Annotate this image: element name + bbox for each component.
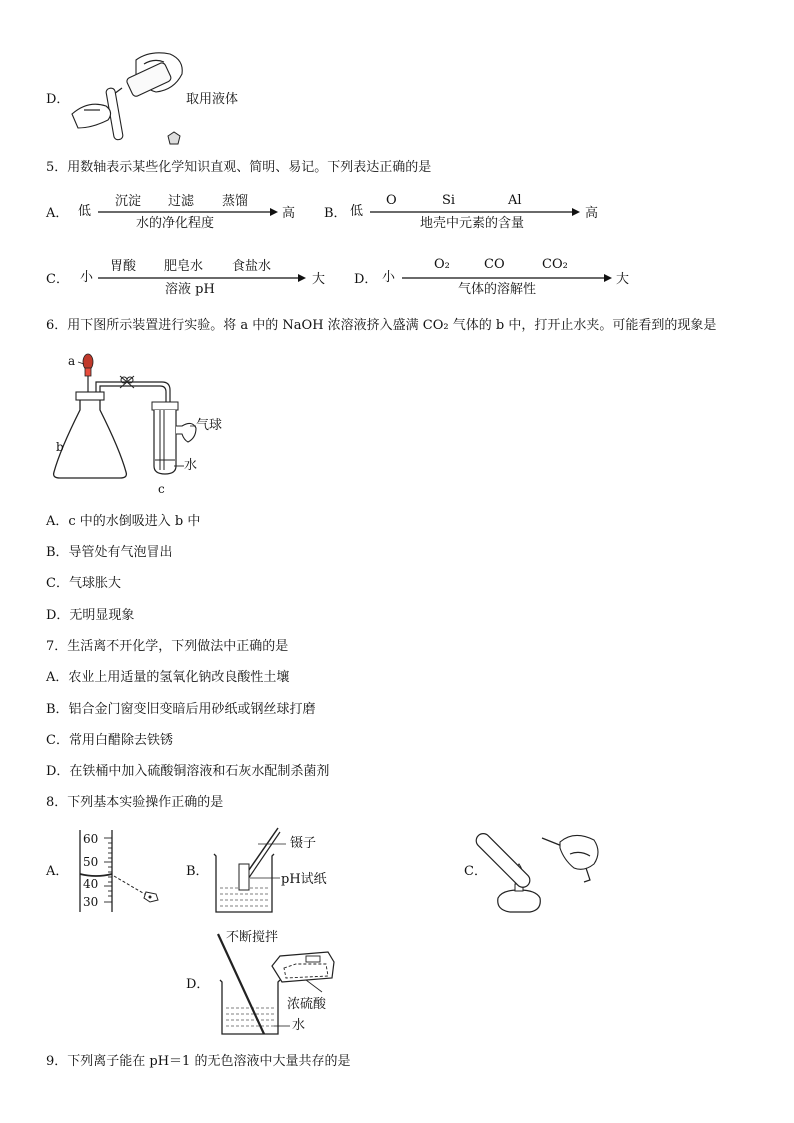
q7-option-b: B．铝合金门窗变旧变暗后用砂纸或钢丝球打磨 xyxy=(46,702,316,717)
q6-option-a: A．c 中的水倒吸进入 b 中 xyxy=(46,514,201,529)
q8-a-letter: A． xyxy=(46,864,69,879)
q8-a-tick-50: 50 xyxy=(83,855,99,869)
q5-b-letter: B． xyxy=(324,206,347,221)
q5-stem: 5．用数轴表示某些化学知识直观、简明、易记。下列表达正确的是 xyxy=(46,160,432,175)
q6-label-a: a xyxy=(68,354,76,368)
q8-a-tick-30: 30 xyxy=(83,895,99,909)
q8-stem: 8．下列基本实验操作正确的是 xyxy=(46,795,224,810)
q5-a-item-1: 沉淀 xyxy=(115,194,142,209)
q6-stem: 6．用下图所示装置进行实验。将 a 中的 NaOH 浓溶液挤入盛满 CO₂ 气体的 b 中，打开止水夹。可能看到的现象是 xyxy=(46,318,717,333)
q8-b-beaker-figure xyxy=(208,824,288,919)
q8-d-dilution-figure xyxy=(210,930,340,1040)
q5-a-letter: A． xyxy=(46,206,69,221)
q6-label-c: c xyxy=(158,482,165,496)
q4-pouring-liquid-figure xyxy=(70,48,190,148)
q4-option-d-caption: 取用液体 xyxy=(186,92,239,107)
q8-b-letter: B． xyxy=(186,864,209,879)
q5-d-left-label: 小 xyxy=(382,270,396,285)
q5-c-caption: 溶液 pH xyxy=(165,282,215,297)
q8-d-letter: D． xyxy=(186,977,210,992)
q5-d-item-1: O₂ xyxy=(434,257,450,272)
q5-b-caption: 地壳中元素的含量 xyxy=(420,216,525,231)
q6-label-balloon: 气球 xyxy=(196,418,223,433)
q8-d-label-stir: 不断搅拌 xyxy=(226,930,279,945)
q5-b-right-label: 高 xyxy=(585,206,599,221)
q5-b-left-label: 低 xyxy=(350,204,364,219)
q6-label-water: 水 xyxy=(184,458,198,473)
q6-label-b: b xyxy=(56,440,64,454)
q9-stem: 9．下列离子能在 pH＝1 的无色溶液中大量共存的是 xyxy=(46,1054,351,1069)
q5-a-right-label: 高 xyxy=(282,206,296,221)
q8-c-letter: C． xyxy=(464,864,487,879)
q5-b-item-2: Si xyxy=(442,193,456,208)
q5-d-letter: D． xyxy=(354,272,378,287)
q6-option-d: D．无明显现象 xyxy=(46,608,135,623)
q5-c-right-label: 大 xyxy=(312,272,326,287)
q5-c-item-3: 食盐水 xyxy=(232,259,272,274)
q5-b-item-3: Al xyxy=(508,193,522,208)
q5-c-item-2: 肥皂水 xyxy=(164,259,204,274)
q5-d-item-3: CO₂ xyxy=(542,257,568,272)
q5-a-left-label: 低 xyxy=(78,204,92,219)
q5-c-left-label: 小 xyxy=(80,270,94,285)
q6-option-b: B．导管处有气泡冒出 xyxy=(46,545,173,560)
q6-option-c: C．气球胀大 xyxy=(46,576,121,591)
q8-b-label-tweezers: 镊子 xyxy=(290,836,317,851)
q7-option-c: C．常用白醋除去铁锈 xyxy=(46,733,173,748)
q8-d-label-water: 水 xyxy=(292,1018,306,1033)
q7-option-a: A．农业上用适量的氢氧化钠改良酸性土壤 xyxy=(46,670,290,685)
q5-d-item-2: CO xyxy=(484,257,505,272)
q5-a-item-3: 蒸馏 xyxy=(222,194,249,209)
q5-c-letter: C． xyxy=(46,272,69,287)
q5-c-item-1: 胃酸 xyxy=(110,259,137,274)
q8-c-heating-figure xyxy=(490,818,605,918)
q8-b-label-ph-paper: pH试纸 xyxy=(281,872,327,887)
q7-option-d: D．在铁桶中加入硫酸铜溶液和石灰水配制杀菌剂 xyxy=(46,764,330,779)
q4-option-d-letter: D． xyxy=(46,92,70,107)
q8-d-label-acid: 浓硫酸 xyxy=(287,997,327,1012)
q5-d-caption: 气体的溶解性 xyxy=(458,282,537,297)
q7-stem: 7．生活离不开化学，下列做法中正确的是 xyxy=(46,639,289,654)
q5-d-right-label: 大 xyxy=(616,272,630,287)
q5-a-item-2: 过滤 xyxy=(168,194,195,209)
q5-b-item-1: O xyxy=(386,193,397,208)
q8-a-tick-60: 60 xyxy=(83,832,99,846)
q8-a-tick-40: 40 xyxy=(83,877,99,891)
q5-a-caption: 水的净化程度 xyxy=(136,216,215,231)
